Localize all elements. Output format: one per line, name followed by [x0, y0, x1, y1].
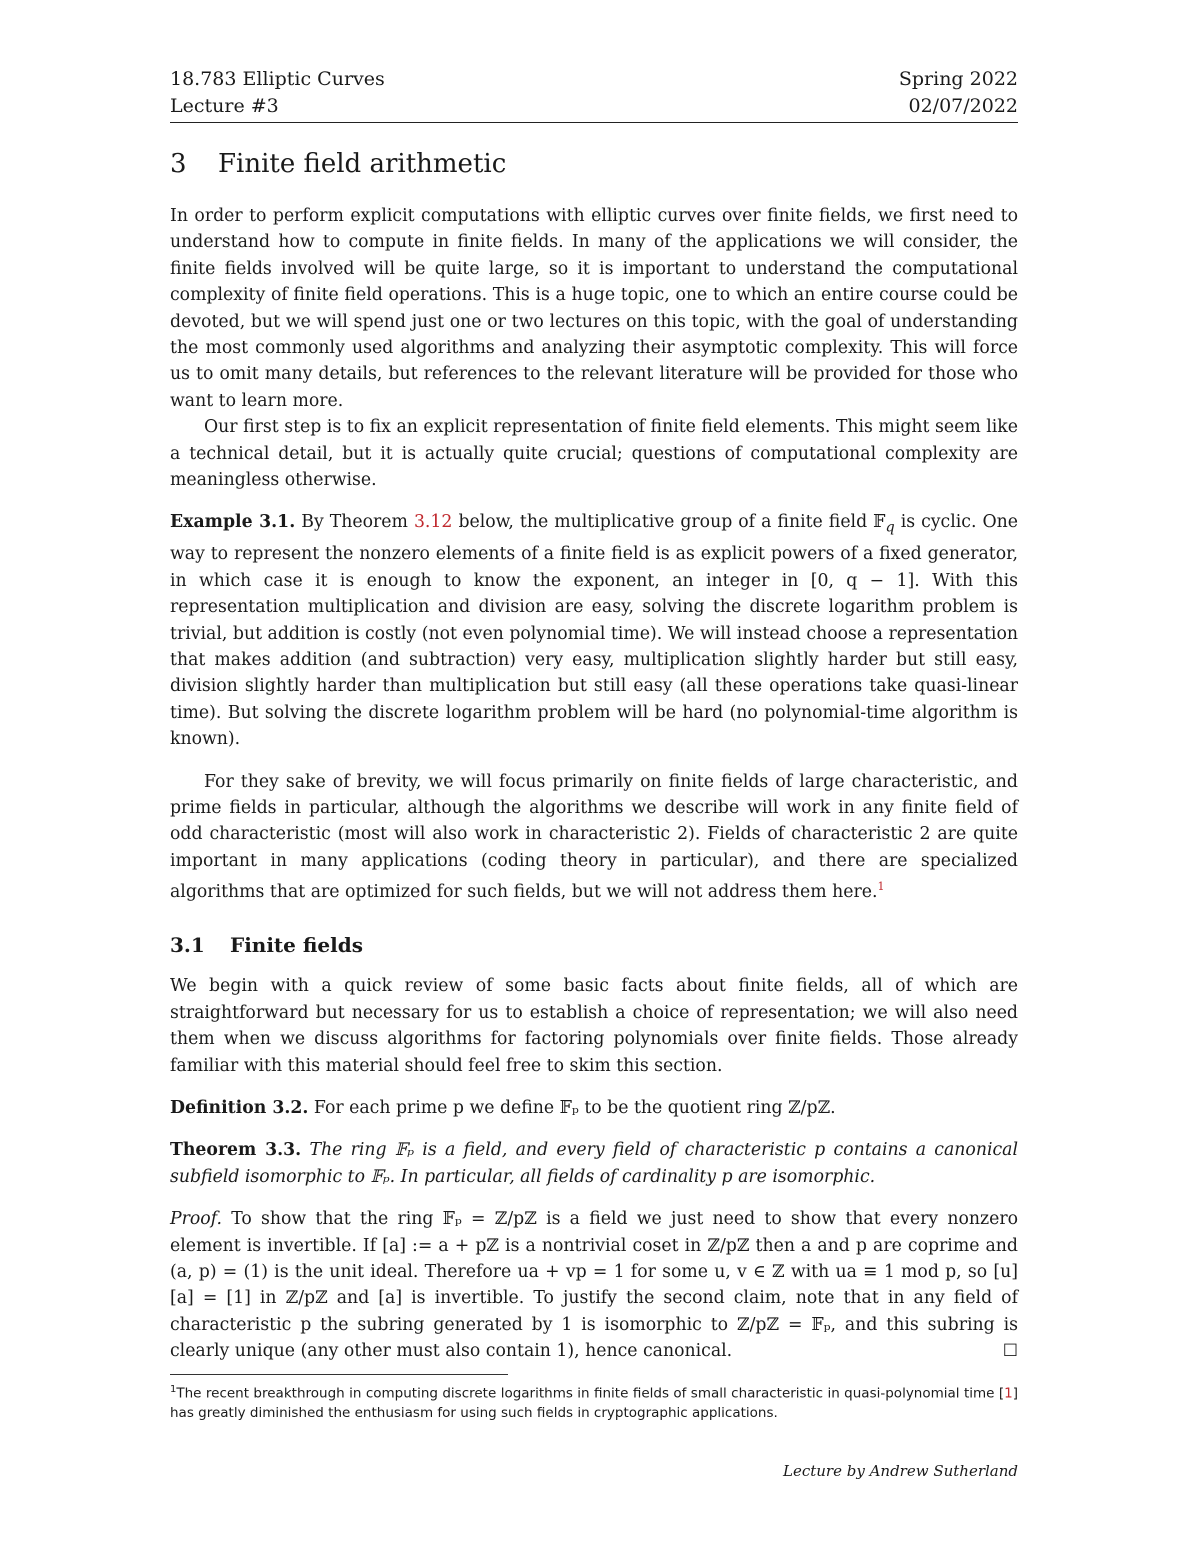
proof — [170, 1206, 1018, 1364]
lecture-date: 02/07/2022 — [908, 95, 1018, 117]
theorem-ref-link[interactable]: 3.12 — [413, 512, 453, 533]
intro-paragraph-1: In order to perform explicit computations with elliptic curves over finite fields, we first need to understand how to compute in finite fields. In many of the applications we will consider, the finite fields involved will be quite large, so it is important to understand the computational complexity of finite field operations. This is a huge topic, one to which an entire course could be devoted, but we will spend just one or two lectures on this topic, with the goal of understanding the most commonly used algorithms and analyzing their asymptotic complexity. This will force us to omit many details, but references to the relevant literature will be provided for those who want to learn more. — [170, 206, 1018, 411]
term: Spring 2022 — [898, 68, 1018, 90]
spacer — [170, 493, 1018, 509]
subsection-heading — [170, 931, 1018, 959]
spacer — [170, 753, 1018, 769]
footnote-number: 1 — [170, 1383, 177, 1395]
section-number: 3 — [170, 149, 187, 179]
definition-text: For each prime p we define 𝔽ₚ to be the quotient ring ℤ/pℤ. — [308, 1098, 836, 1118]
theorem-text: The ring 𝔽ₚ is a field, and every field of characteristic p contains a canonical subfield isomorphic to 𝔽ₚ. In particular, all fields of cardinality p are isomorphic. — [170, 1140, 1018, 1187]
footnote-rule — [170, 1374, 508, 1375]
section-title: Finite field arithmetic — [218, 149, 507, 179]
definition-label: Definition 3.2. — [170, 1098, 309, 1118]
theorem-3-3 — [170, 1137, 1018, 1190]
footnote-text: The recent breakthrough in computing discrete logarithms in finite fields of small characteristic in quasi-polynomial time [ — [176, 1385, 1005, 1402]
intro-paragraph-2: Our first step is to fix an explicit representation of finite field elements. This might seem like a technical detail, but it is actually quite crucial; questions of computational complexity are meaningless otherwise. — [170, 417, 1018, 491]
finite-fields-intro: We begin with a quick review of some basic facts about finite fields, all of which are straightforward but necessary for us to establish a choice of representation; we will also need them when we discuss algorithms for factoring polynomials over finite fields. Those already familiar with this material should feel free to skim this section. — [170, 976, 1018, 1076]
header-row-2 — [170, 93, 1018, 120]
spacer — [170, 1121, 1018, 1137]
spacer — [170, 1079, 1018, 1095]
subsection-title: Finite fields — [230, 933, 363, 958]
footnote — [170, 1380, 1018, 1424]
spacer — [170, 1190, 1018, 1206]
section-heading — [170, 147, 1018, 181]
example-text: below, the multiplicative group of a finite field 𝔽 — [452, 512, 886, 533]
definition-3-2 — [170, 1095, 1018, 1121]
page-footer: Lecture by Andrew Sutherland — [782, 1462, 1018, 1480]
example-label: Example 3.1. — [170, 512, 296, 533]
footnote-marker[interactable]: 1 — [877, 880, 885, 894]
subsection-number: 3.1 — [170, 933, 205, 958]
lecture-number: Lecture #3 — [170, 95, 279, 117]
proof-label: Proof. — [170, 1209, 222, 1230]
brevity-paragraph — [170, 769, 1018, 906]
course-title: 18.783 Elliptic Curves — [170, 68, 385, 90]
page — [170, 66, 1018, 1423]
proof-text: To show that the ring 𝔽ₚ = ℤ/pℤ is a field we just need to show that every nonzero element is invertible. If [a] := a + pℤ is a nontrivial coset in ℤ/pℤ then a and p are coprime and (a, p) = (1) is the unit ideal. Therefore ua + vp = 1 for some u, v ∈ ℤ with ua ≡ 1 mod p, so [u][a] = [1] in ℤ/pℤ and [a] is invertible. To justify the second claim, note that in any field of characteristic p the subring generated by 1 is isomorphic to ℤ/pℤ = 𝔽ₚ, and this subring is clearly unique (any other must also contain 1), hence canonical. — [170, 1209, 1018, 1362]
header-row-1 — [170, 66, 1018, 93]
subscript-q: q — [885, 519, 895, 536]
example-text: is cyclic. One way to represent the nonzero elements of a finite field is as explicit powers of a fixed generator, in which case it is enough to know the exponent, an integer in [0, q − 1]. With this representation multiplication and division are easy, solving the discrete logarithm problem is trivial, but addition is costly (not even polynomial time). We will instead choose a representation that makes addition (and subtraction) very easy, multiplication slightly harder but still easy, division slightly harder than multiplication but still easy (all these operations take quasi-linear time). But solving the discrete logarithm problem will be hard (no polynomial-time algorithm is known). — [170, 512, 1019, 750]
example-3-1 — [170, 509, 1018, 752]
header-rule — [170, 122, 1018, 123]
example-text: By Theorem — [295, 512, 414, 533]
footnote-text: ] has greatly diminished the enthusiasm for using such fields in cryptographic applications. — [170, 1385, 1018, 1422]
qed-symbol: ☐ — [1002, 1341, 1018, 1362]
brevity-text: For they sake of brevity, we will focus primarily on finite fields of large characteristic, and prime fields in particular, although the algorithms we describe will work in any finite field of odd characteristic (most will also work in characteristic 2). Fields of characteristic 2 are quite important in many applications (coding theory in particular), and there are specialized algorithms that are optimized for such fields, but we will not address them here. — [170, 771, 1018, 902]
citation-link[interactable]: 1 — [1004, 1385, 1013, 1402]
theorem-label: Theorem 3.3. — [170, 1140, 302, 1161]
